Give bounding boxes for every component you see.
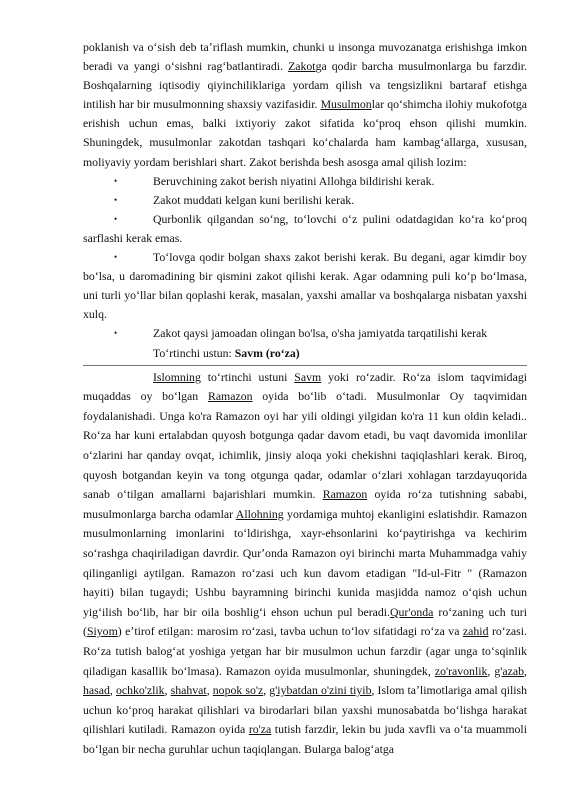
text-run: yordamiga muhtoj ekanligini eslatishdir. Ramazon musulmonlarning imonlarini toʻldirishga, xayr-ehsonlarini koʻpaytirishga va kechirim soʻrashga chaqiriladigan davrdir. Qurʼonda Ramazon oyi birinchi marta Muhammadga vahiy qilinganligi aytilgan. Ramazon roʻzasi uch kun davom etadigan "Id-ul-Fitr " (Ramazon hayiti) bilan tugaydi; Ushbu bayramning birinchi kunida masjidda namoz oʻqish uchun yigʻilish boʻlib, har bir oila boshligʻi ehson uchun pul beradi. bbox=[83, 506, 527, 619]
list-item bbox=[83, 172, 527, 191]
section-heading-prefix: Toʻrtinchi ustun: bbox=[153, 345, 235, 360]
text-run: oyida roʻza tutishning sababi, musulmonlarga barcha odamlar bbox=[83, 487, 527, 521]
text-run: yoki roʻzadir. Roʻza islom taqvimidagi muqaddas oy boʻlgan bbox=[83, 369, 527, 404]
underlined-term: Musulmon bbox=[320, 97, 372, 112]
text-run: oyida boʻlib oʻtadi. Musulmonlar Oy taqvimidan foydalanishadi. Unga ko'ra Ramazon oyi har yili oldingi yilgidan ko'ra 11 kun oldin keladi.. Roʻza har kuni ertalabdan quyosh botgunga qadar davom etadi, bu vaqt davomida imonlilar oʻzlarini har qanday ovqat, ichimlik, jinsiy aloqa yoki chekishni taqiqlashlari kerak. Biroq, quyosh botgandan keyin va tong otgunga qadar, odamlar oʻzlari xohlagan tarzdayuqorida sanab oʻtilgan amallarni bajarishlari mumkin. bbox=[83, 389, 527, 502]
underlined-term: Allohning bbox=[235, 506, 284, 521]
text-run: , bbox=[164, 683, 171, 698]
underlined-term: zahid bbox=[462, 624, 489, 639]
bullet-icon: • bbox=[114, 213, 118, 224]
text-run: tutish farzdir, lekin bu juda xavfli va oʻta muammoli boʻlgan bir necha guruhlar uchun taqiqlangan. Bularga balogʻatga bbox=[83, 722, 527, 756]
zakot-paragraph bbox=[83, 38, 527, 172]
savm-paragraph bbox=[83, 368, 527, 760]
list-item bbox=[83, 324, 527, 343]
underlined-term: ochko'zlik bbox=[115, 683, 165, 698]
text-run: , Islom taʼlimotlariga amal qilish uchun koʻproq harakat qilishlari va birodarlari bilan yaxshi munosabatda boʻlishga harakat qilishlari kutiladi. Ramazon oyida bbox=[83, 683, 528, 737]
section-heading bbox=[83, 344, 527, 363]
underlined-term: g'azab bbox=[494, 663, 525, 678]
bullet-icon: • bbox=[114, 252, 118, 263]
underlined-term: shahvat bbox=[170, 683, 207, 698]
underlined-term: Siyom bbox=[86, 624, 118, 639]
list-item-text: Toʻlovga qodir bolgan shaxs zakot berishi kerak. Bu degani, agar kimdir boy boʻlsa, u daromadining bir qismini zakot qilishi kerak. Agar odamning puli koʻp boʻlmasa, uni turli yoʻllar bilan qoplashi kerak, masalan, yaxshi amallar va boshqalarga nisbatan yaxshi xulq. bbox=[83, 250, 527, 322]
text-run: roʻzasi. Roʻza tutish balogʻat yoshiga yetgan har bir musulmon uchun farzdir (agar unga toʻsqinlik qiladigan kasallik boʻlmasa). Ramazon oyida musulmonlar, shuningdek, bbox=[83, 624, 527, 678]
text-run: , bbox=[206, 683, 213, 698]
underlined-term: nopok so'z bbox=[212, 683, 264, 698]
list-item bbox=[83, 248, 527, 324]
text-run: poklanish va oʻsish deb taʼriflash mumkin, chunki u insonga muvozanatga erishishga imkon beradi va yangi oʻsishni ragʻbatlantiradi. bbox=[83, 40, 527, 74]
text-run: ) eʼtirof etilgan: marosim roʻzasi, tavba uchun toʻlov sifatidagi roʻza va bbox=[117, 624, 463, 639]
bullet-icon: • bbox=[114, 175, 118, 186]
underlined-term: Islomning bbox=[153, 369, 201, 384]
list-item bbox=[83, 210, 527, 248]
text-run: , bbox=[487, 663, 495, 678]
text-run: lar qoʻshimcha ilohiy mukofotga erishish uchun emas, balki ixtiyoriy zakot sifatida koʻproq ehson qilishi mumkin. Shuningdek, musulmonlar zakotdan tashqari koʻchalarda ham kambagʻallarga, xususan, moliyaviy yordam berishlari shart. Zakot berishda besh asosga amal qilish lozim: bbox=[83, 97, 527, 169]
underlined-term: Savm bbox=[294, 369, 322, 384]
section-divider bbox=[83, 365, 527, 366]
text-run: , bbox=[109, 683, 116, 698]
text-run: , bbox=[524, 663, 527, 678]
list-item-text: Zakot qaysi jamoadan olingan bo'lsa, o'sha jamiyatda tarqatilishi kerak bbox=[153, 326, 488, 341]
text-run: toʻrtinchi ustuni bbox=[200, 369, 295, 384]
bullet-icon: • bbox=[114, 194, 118, 205]
list-item-text: Zakot muddati kelgan kuni berilishi kerak. bbox=[153, 192, 355, 207]
document-page bbox=[83, 38, 527, 759]
list-item-text: Qurbonlik qilgandan soʻng, toʻlovchi oʻz pulini odatdagidan koʻra koʻproq sarflashi kerak emas. bbox=[83, 211, 527, 245]
list-item bbox=[83, 191, 527, 210]
zakot-conditions-list bbox=[83, 172, 527, 344]
list-item-text: Beruvchining zakot berish niyatini Allohga bildirishi kerak. bbox=[153, 173, 435, 188]
underlined-term: Ramazon bbox=[207, 389, 253, 404]
underlined-term: Ramazon bbox=[322, 487, 368, 502]
underlined-term: Qur'onda bbox=[390, 604, 434, 619]
underlined-term: g'iybatdan o'zini tiyib bbox=[269, 683, 372, 698]
underlined-term: hasad bbox=[83, 683, 110, 698]
underlined-term: ro'za bbox=[248, 722, 272, 737]
text-run: , bbox=[263, 683, 270, 698]
underlined-term: zo'ravonlik bbox=[434, 663, 488, 678]
text-run: ga qodir barcha musulmonlarga bu farzdir. Boshqalarning iqtisodiy qiyinchiliklariga yordam qilish va tengsizlikni bartaraf etishga intilish har bir musulmonning shaxsiy vazifasidir. bbox=[83, 59, 527, 112]
bullet-icon: • bbox=[114, 328, 118, 339]
text-run: roʻzaning uch turi ( bbox=[83, 604, 528, 639]
underlined-term: Zakot bbox=[288, 59, 316, 74]
section-heading-title: Savm (roʻza) bbox=[234, 345, 300, 360]
